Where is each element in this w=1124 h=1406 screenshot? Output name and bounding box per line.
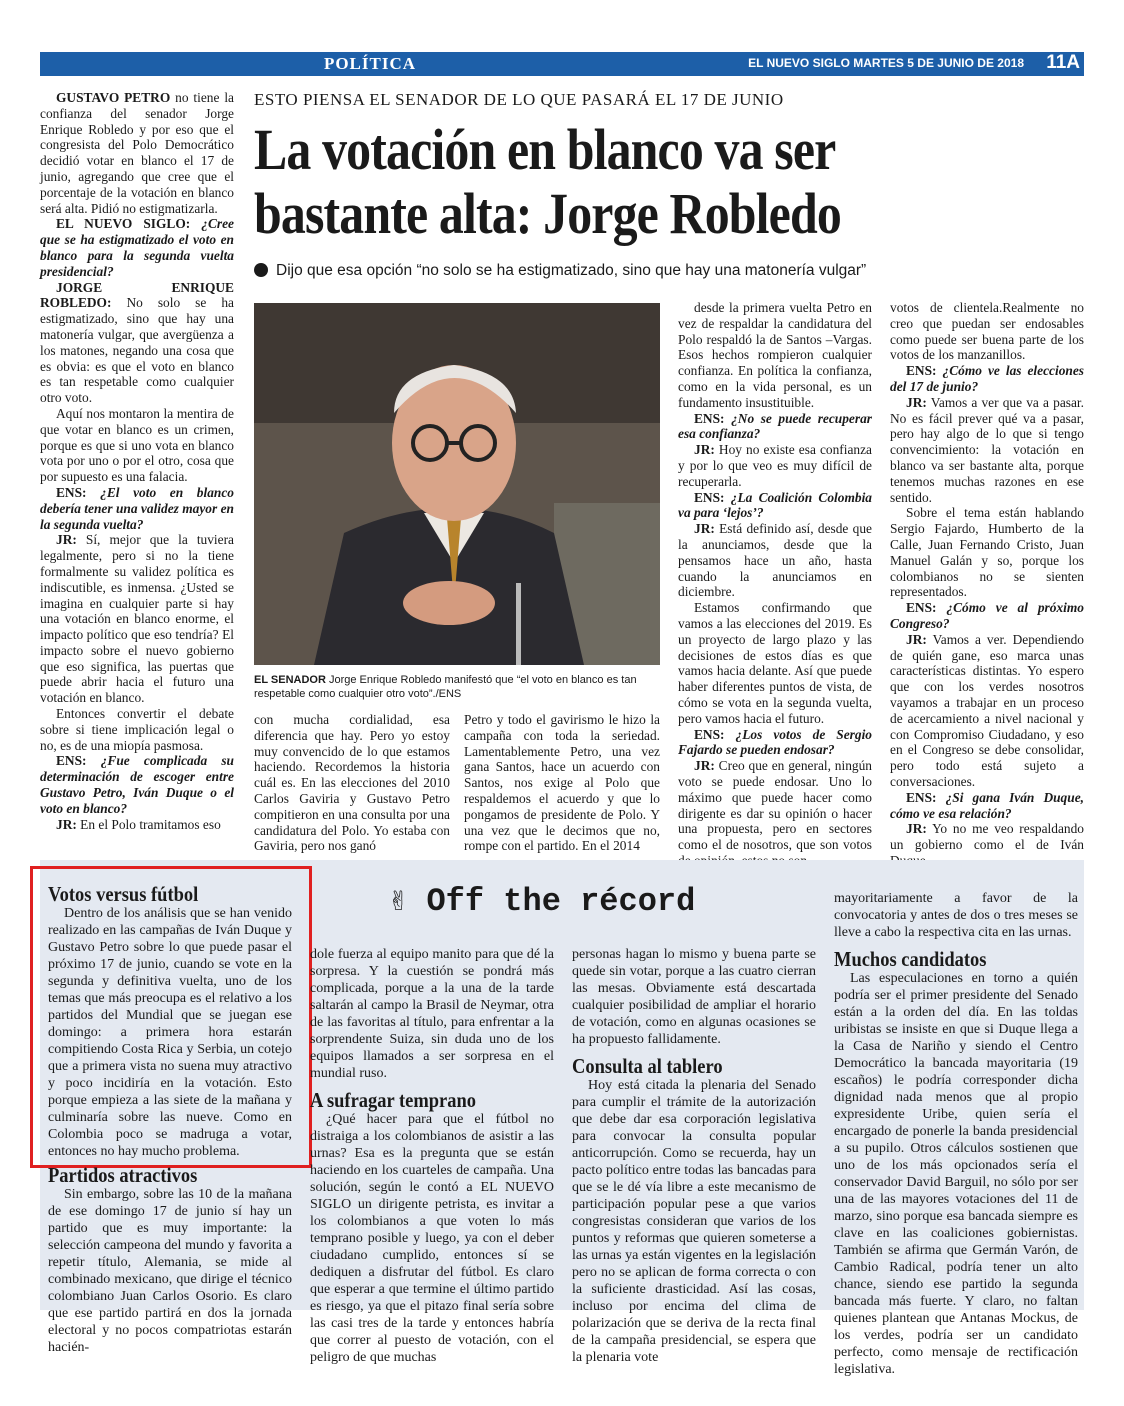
speaker-label: ENS:: [56, 484, 87, 500]
speaker-label: JR:: [56, 816, 77, 832]
speaker-label: JR:: [694, 521, 715, 537]
paragraph: personas hagan lo mismo y buena parte se quede sin votar, porque a las cuatro cierran las mesas. Obviamente está descartada cualquier posibilidad de ampliar el horario de votación, como en algunas ocasiones se ha propuesto fallidamente.: [572, 947, 816, 1047]
paragraph: Las especulaciones en torno a quién podría ser el primer presidente del Senado están a la orden del día. En las toldas uribistas se insiste en que si Duque llega a la Casa de Nariño y siendo el Centro Democrático la bancada mayoritaria (19 escaños) le podría corresponder dicha dignidad nada menos que al propio expresidente Uribe, quien sería el encargado de ponerle la banda presidencial a su pupilo. Otros cálculos sostienen que uno de los más opcionados sería el conservador David Barguil, no sólo por ser una de las mayores votaciones del 11 de marzo, sino porque esa bancada siempre es clave en las coaliciones gobiernistas. También se afirma que Germán Varón, de Cambio Radical, podría tener un alto chance, siendo ese partido la segunda bancada más fuerte. Y claro, no faltan quienes plantean que Antanas Mockus, de los verdes, podría ser un candidato perfecto, como mensaje de rectificación legislativa.: [834, 971, 1078, 1377]
speaker-label: JR:: [56, 532, 77, 548]
answer-text: Vamos a ver. Dependiendo de quién gane, eso marca unas características distintas. Yo espero que con los verdes nosotros vayamos a trabajar en un proceso de acercamiento a nivel nacional y con Compromiso Ciudadano, y eso en el Congreso se debe consolidar, pero todo está sujeto a conversaciones.: [890, 631, 1084, 789]
paragraph: Dentro de los análisis que se han venido realizado en las campañas de Iván Duque y Gustavo Petro sobre lo que puede pasar el próximo 17 de junio, cuando se vote en la segunda y definitiva vuelta, uno de los temas que más preocupa es el relativo a los partidos del Mundial que se juegan ese domingo: a primera hora estarán compitiendo Costa Rica y Serbia, un cotejo que a primera vista no suena muy atractivo y poco incidiría en la votación. Esto porque empieza a las siete de la mañana y culminaría sobre las nueve. Como en Colombia poco se madruga a votar, entonces no hay mucho problema.: [48, 906, 292, 1159]
paragraph: Sin embargo, sobre las 10 de la mañana de ese domingo 17 de junio sí hay un partido que es muy importante: la selección campeona del mundo y favorita a repetir título, Alemania, se mide al combinado mexicano, que dirige el técnico colombiano Juan Carlos Osorio. Es claro que ese partido partirá en dos la jornada electoral y no pocos compatriotas estarán hacién-: [48, 1187, 292, 1355]
partidos-heading: Partidos atractivos: [48, 1163, 198, 1187]
photo-caption: [254, 673, 660, 701]
otr-column-2: [310, 946, 554, 1366]
paragraph: [40, 485, 234, 532]
senator-photo-illustration: [254, 303, 660, 665]
article-column-1: [40, 90, 234, 832]
off-the-record-label: Off the récord: [426, 883, 696, 920]
section-name: POLÍTICA: [323, 54, 417, 73]
speaker-label: ENS:: [694, 726, 725, 742]
paragraph: [890, 395, 1084, 506]
paragraph: mayoritariamente a favor de la convocatoria y antes de dos o tres meses se lleve a cabo la respectiva cita en las urnas.: [834, 891, 1078, 940]
speaker-label: JR:: [906, 631, 927, 647]
speaker-label: ENS:: [694, 489, 725, 505]
article-column-4: [678, 300, 872, 869]
answer-text: Hoy no existe esa confianza y por lo que veo es muy difícil de recuperarla.: [678, 442, 872, 489]
speaker-label: JR:: [906, 821, 927, 837]
paragraph: [890, 363, 1084, 395]
speaker-label: ENS:: [906, 363, 937, 379]
deck-text: Dijo que esa opción “no solo se ha estigmatizado, sino que hay una matonería vulgar”: [276, 262, 867, 279]
paragraph: [40, 280, 234, 406]
paragraph: [678, 490, 872, 522]
senator-photo: [254, 303, 660, 665]
speaker-label: ENS:: [906, 789, 937, 805]
answer-text: Aquí nos montaron la mentira de que votar en blanco es un crimen, porque es que si uno vota en blanco vota por uno o por el otro, cosa que por supuesto es una falacia.: [40, 405, 234, 485]
paragraph: [40, 706, 234, 753]
section-header-bar: [40, 52, 1084, 76]
paragraph: con mucha cordialidad, esa diferencia que hay. Pero yo estoy muy convencido de lo que estamos haciendo. Recordemos la historia cuál es. En las elecciones del 2010 Carlos Gaviria y Gustavo Petro compitieron en una consulta por una candidatura del Polo. Yo estaba con Gaviria, pero nos ganó: [254, 712, 450, 854]
question-text: ¿La Coalición Colombia va para ‘lejos’?: [678, 489, 872, 521]
answer-text: Estamos confirmando que vamos a las elecciones del 2019. Es un proyecto de largo plazo y las decisiones de estos días es que vamos hacia delante. Así que puede haber diferentes puntos de vista, de cómo se vota en la segunda vuelta, pero vamos hacia el futuro.: [678, 600, 872, 726]
page-number: 11A: [1046, 52, 1080, 73]
headline-line-1: La votación en blanco va ser: [254, 117, 836, 182]
partidos-box: [48, 1163, 292, 1356]
question-text: ¿Cree que se ha estigmatizado el voto en blanco para la segunda vuelta presidencial?: [40, 216, 234, 279]
question-text: ¿Cómo ve las elecciones del 17 de junio?: [890, 363, 1084, 394]
article-headline: [254, 118, 942, 246]
article-column-5: [890, 300, 1084, 869]
caption-lead: EL SENADOR: [254, 674, 326, 686]
bullet-icon: [254, 263, 268, 277]
paragraph: [890, 600, 1084, 632]
answer-text: No solo se ha estigmatizado, sino que hay una matonería vulgar, que avergüenza a los matones, negando una cosa que es obvia: es que el voto en blanco es tan respetable como cualquier otro voto.: [40, 295, 234, 406]
headline-line-2: bastante alta: Jorge Robledo: [254, 181, 841, 246]
paragraph: Petro y todo el gavirismo le hizo la campaña con toda la seriedad. Lamentablemente Petro, una vez gana Santos, hace un acuerdo con Santos, nos exige al Polo que respaldemos el acuerdo y que lo pongamos de presidente de Polo. Y una vez que le decimos que no, rompe con el partido. En el 2014: [464, 712, 660, 854]
consulta-heading: Consulta al tablero: [572, 1054, 723, 1078]
paragraph: [40, 817, 234, 833]
answer-text: Sí, mejor que la tuviera legalmente, pero si no la tiene formalmente su validez política es indiscutible, es inmensa. ¿Usted se imagina en cualquier parte si hay una votación en blanco enorme, el impacto político que eso tendría? El impacto sobre el nuevo gobierno que eso significa, las puertas que puede abrir hacia el futuro una votación en blanco.: [40, 532, 234, 706]
otr-column-3: [572, 946, 816, 1366]
paragraph: [678, 600, 872, 726]
question-text: ¿El voto en blanco debería tener una validez mayor en la segunda vuelta?: [40, 484, 234, 532]
speaker-label: JR:: [694, 442, 715, 458]
question-text: ¿Los votos de Sergio Fajardo se pueden endosar?: [678, 726, 872, 758]
answer-text: Yo no me veo respaldando un gobierno como el de Iván: [890, 821, 1084, 853]
answer-text: Entonces convertir el debate sobre si tiene implicación legal o no, es de una miopía pasmosa.: [40, 706, 234, 753]
paragraph: [890, 632, 1084, 790]
paragraph: [678, 442, 872, 489]
paragraph: [40, 216, 234, 279]
paragraph: [678, 300, 872, 411]
paragraph: [678, 758, 872, 869]
speaker-label: JR:: [694, 758, 715, 774]
off-the-record-title: [388, 880, 695, 920]
speaker-label: JR:: [906, 394, 927, 410]
article-deck: [254, 262, 866, 280]
answer-text: En el Polo tramitamos eso: [76, 816, 221, 832]
otr-column-4: [834, 890, 1078, 1378]
paragraph: [40, 90, 234, 216]
votos-heading: Votos versus fútbol: [48, 882, 199, 906]
speaker-label: EL NUEVO SIGLO:: [56, 216, 191, 232]
speaker-label: ENS:: [694, 410, 725, 426]
victory-hand-icon: ✌: [388, 883, 408, 920]
speaker-label: ENS:: [56, 753, 87, 769]
paragraph: [40, 532, 234, 706]
paragraph: ¿Qué hacer para que el fútbol no distraiga a los colombianos de asistir a las urnas? Esa es la pregunta que se están haciendo en los cuarteles de campaña. Una solución, según le contó a EL NUEVO SIGLO un dirigente petrista, es invitar a los colombianos a que voten lo más temprano posible y luego, ya con el deber ciudadano cumplido, entonces sí se dediquen a disfrutar del fútbol. Es claro que esperar a que termine el último partido es riesgo, ya que el pitazo final sería sobre las casi tres de la tarde y entonces habría que correr al puesto de votación, con el peligro de que muchas: [310, 1112, 554, 1365]
sufragar-heading: A sufragar temprano: [310, 1088, 476, 1112]
answer-text: Creo que en general, ningún voto se puede endosar. Uno lo máximo que puede hacer como dirigente es dar su opinión o hacer una propuesta, pero en sectores como el de nosotros, que son votos: [678, 758, 872, 853]
answer-text: Vamos a ver que va a pasar. No es fácil prever qué va a pasar, pero hay algo de lo que si tengo convencimiento: la votación en blanco va ser bastante alta, porque tenemos muchas razones en ese sentido.: [890, 394, 1084, 505]
speaker-label: JORGE ENRIQUE ROBLEDO:: [40, 279, 234, 311]
question-text: ¿Si gana Iván Duque, cómo ve esa relación?: [890, 789, 1084, 821]
answer-text: Sobre el tema están hablando Sergio Fajardo, Humberto de la Calle, Juan Fernando Cristo, Juan Manuel Galán y so, porque los colombianos no se sienten representados.: [890, 505, 1084, 600]
paragraph: Hoy está citada la plenaria del Senado para cumplir el trámite de la autorización que debe dar esa corporación legislativa para convocar la consulta popular anticorrupción. Como se recuerda, hay un pacto político entre todas las bancadas para que se le dé vía libre a este mecanismo de participación popular pese a que varios congresistas consideran que varios de los puntos y reformas que quieren someterse a las urnas ya están vigentes en la legislación pero no se aplican de forma correcta o con la suficiente drasticidad. Así las cosas, incluso por encima del clima de polarización que se deriva de la recta final de la campaña presidencial, se espera que la plenaria vote: [572, 1078, 816, 1365]
question-text: ¿No se puede recuperar esa confianza?: [678, 410, 872, 442]
paragraph: [40, 406, 234, 485]
speaker-label: ENS:: [906, 600, 937, 616]
paragraph: [890, 505, 1084, 600]
speaker-label: GUSTAVO PETRO: [56, 90, 171, 105]
paragraph: dole fuerza al equipo manito para que dé la sorpresa. Y la cuestión se pondrá más complicada, porque a la una de la tarde saltarán al campo la Brasil de Neymar, otra de las favoritas al título, para enfrentar a la sorprendente Suiza, sin duda uno de los equipos llamados a ser sorpresa en el mundial ruso.: [310, 947, 554, 1081]
paragraph: [890, 300, 1084, 363]
muchos-heading: Muchos candidatos: [834, 947, 987, 971]
paragraph: [678, 727, 872, 759]
highlight-box: [30, 866, 312, 1168]
answer-text: votos de clientela.Realmente no creo que puedan ser endosables como puede ser buena parte de los votos de los manzanillos.: [890, 300, 1084, 363]
article-column-2: [254, 712, 450, 854]
answer-text: no tiene la confianza del senador Jorge Enrique Robledo y por eso que el congresista del Polo Democrático decidió votar en blanco el 17 de junio, agregando que cree que el porcentaje de la votación en blanco será alta. Pidió no estigmatizarla.: [40, 90, 234, 216]
paragraph: [890, 790, 1084, 822]
question-text: ¿Fue complicada su determinación de escoger entre Gustavo Petro, Iván Duque o el voto en blanco?: [40, 753, 234, 816]
paragraph: [678, 521, 872, 600]
article-column-3: [464, 712, 660, 854]
answer-text: Está definido así, desde que la anunciamos, desde que la pensamos hace un año, hasta cuando la anunciamos en diciembre.: [678, 521, 872, 600]
article-kicker: ESTO PIENSA EL SENADOR DE LO QUE PASARÁ EL 17 DE JUNIO: [254, 90, 784, 109]
caption-text: Jorge Enrique Robledo manifestó que “el voto en blanco es tan respetable como cualquier otro voto”./ENS: [254, 674, 637, 700]
question-text: ¿Cómo ve al próximo Congreso?: [890, 600, 1084, 631]
paragraph: [40, 753, 234, 816]
answer-text: desde la primera vuelta Petro en vez de respaldar la candidatura del Polo respaldó la de Santos –Vargas. Esos hechos rompieron cualquier confianza. En política la confianza, como en la vida personal, es un fundamento insustituible.: [678, 300, 872, 410]
issue-date: EL NUEVO SIGLO MARTES 5 DE JUNIO DE 2018: [748, 56, 1024, 70]
paragraph: [678, 411, 872, 443]
